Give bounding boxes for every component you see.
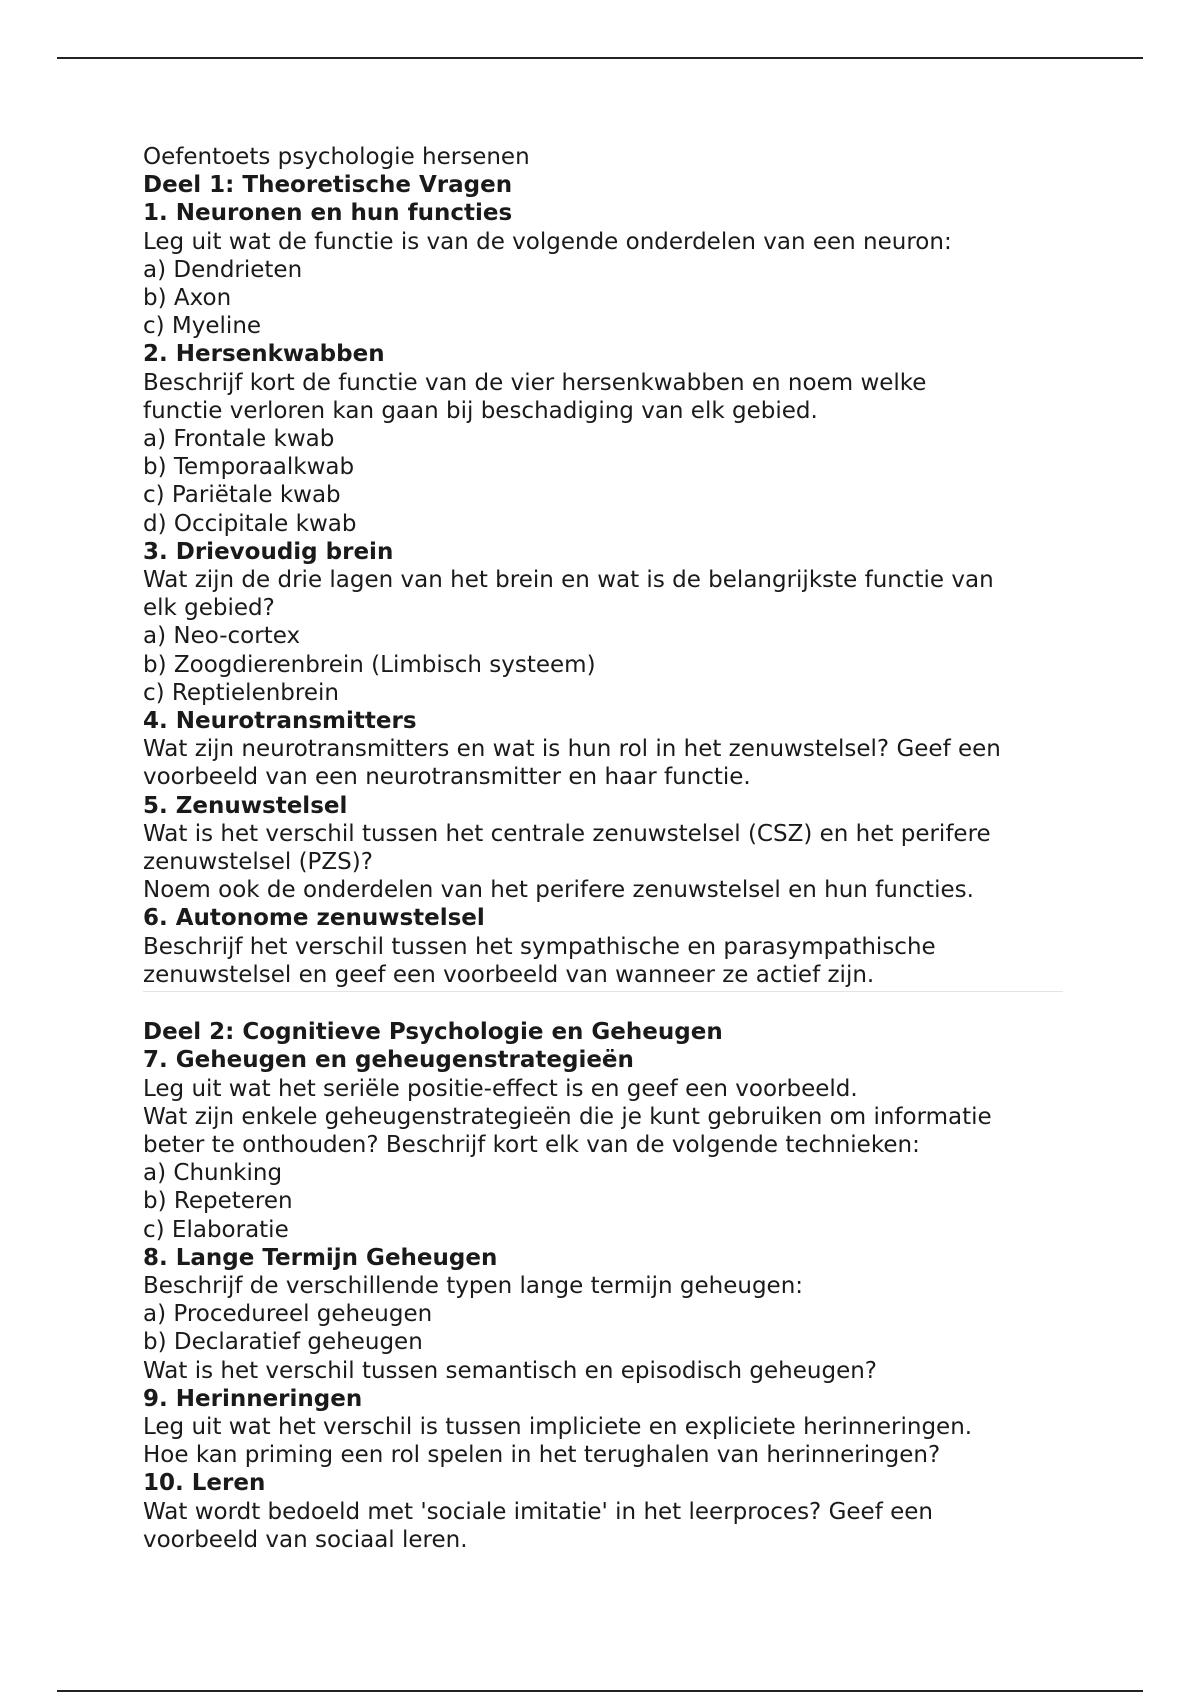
question-text: Wat zijn de drie lagen van het brein en wat is de belangrijkste functie van [143,567,994,594]
question-text: Hoe kan priming een rol spelen in het terughalen van herinneringen? [143,1442,941,1469]
answer-option: d) Occipitale kwab [143,510,357,537]
header-rule [57,57,1143,59]
question-text: voorbeeld van sociaal leren. [143,1526,468,1553]
question-text: Wat zijn neurotransmitters en wat is hun rol in het zenuwstelsel? Geef een [143,736,1001,763]
document-title: Oefentoets psychologie hersenen [143,144,530,170]
question-title: 3. Drievoudig brein [143,538,394,565]
question-text: voorbeeld van een neurotransmitter en haar functie. [143,764,751,791]
question-7 [143,1046,1063,1243]
footer-rule [57,1690,1143,1692]
question-text: Wat zijn enkele geheugenstrategieën die je kunt gebruiken om informatie [143,1103,992,1130]
answer-option: b) Repeteren [143,1188,293,1215]
question-10 [143,1469,1063,1554]
answer-option: c) Reptielenbrein [143,679,339,706]
question-text: zenuwstelsel (PZS)? [143,849,373,876]
question-1 [143,199,1063,340]
document-body [143,143,1063,1554]
question-text: functie verloren kan gaan bij beschadiging van elk gebied. [143,397,818,424]
question-title: 9. Herinneringen [143,1385,363,1412]
question-8 [143,1244,1063,1385]
question-text: Noem ook de onderdelen van het perifere zenuwstelsel en hun functies. [143,877,974,904]
question-text: Beschrijf kort de functie van de vier hersenkwabben en noem welke [143,369,927,396]
question-title: 7. Geheugen en geheugenstrategieën [143,1047,634,1074]
question-2 [143,340,1063,537]
answer-option: a) Procedureel geheugen [143,1301,433,1328]
question-text: Wat is het verschil tussen het centrale zenuwstelsel (CSZ) en het perifere [143,820,991,847]
answer-option: b) Temporaalkwab [143,454,355,481]
question-text: Leg uit wat het verschil is tussen impliciete en expliciete herinneringen. [143,1413,973,1440]
question-4 [143,707,1063,792]
question-text: beter te onthouden? Beschrijf kort elk van de volgende technieken: [143,1131,920,1158]
answer-option: b) Declaratief geheugen [143,1329,423,1356]
question-text: Leg uit wat het seriële positie-effect is en geef een voorbeeld. [143,1075,858,1102]
question-title: 5. Zenuwstelsel [143,792,348,819]
question-text: zenuwstelsel en geef een voorbeeld van wanneer ze actief zijn. [143,961,875,988]
question-text: Leg uit wat de functie is van de volgende onderdelen van een neuron: [143,228,952,255]
question-text: Wat wordt bedoeld met 'sociale imitatie' in het leerproces? Geef een [143,1498,933,1525]
answer-option: a) Chunking [143,1160,283,1187]
answer-option: c) Myeline [143,313,262,340]
question-6 [143,904,1063,989]
answer-option: a) Neo-cortex [143,623,301,650]
question-title: 6. Autonome zenuwstelsel [143,905,485,932]
question-9 [143,1385,1063,1470]
question-5 [143,792,1063,905]
part2-heading: Deel 2: Cognitieve Psychologie en Geheugen [143,1019,723,1046]
question-text: elk gebied? [143,595,275,622]
question-3 [143,538,1063,707]
question-text: Beschrijf het verschil tussen het sympathische en parasympathische [143,933,936,960]
answer-option: b) Axon [143,285,232,312]
answer-option: a) Frontale kwab [143,426,335,453]
question-title: 2. Hersenkwabben [143,341,385,368]
question-title: 8. Lange Termijn Geheugen [143,1244,498,1271]
question-title: 1. Neuronen en hun functies [143,200,513,227]
question-title: 4. Neurotransmitters [143,708,417,735]
question-title: 10. Leren [143,1470,266,1497]
section-divider [143,991,1063,992]
question-text: Beschrijf de verschillende typen lange termijn geheugen: [143,1272,804,1299]
answer-option: c) Pariëtale kwab [143,482,341,509]
answer-option: a) Dendrieten [143,256,303,283]
answer-option: c) Elaboratie [143,1216,289,1243]
question-text: Wat is het verschil tussen semantisch en episodisch geheugen? [143,1357,878,1384]
answer-option: b) Zoogdierenbrein (Limbisch systeem) [143,651,596,678]
part1-heading: Deel 1: Theoretische Vragen [143,172,513,199]
